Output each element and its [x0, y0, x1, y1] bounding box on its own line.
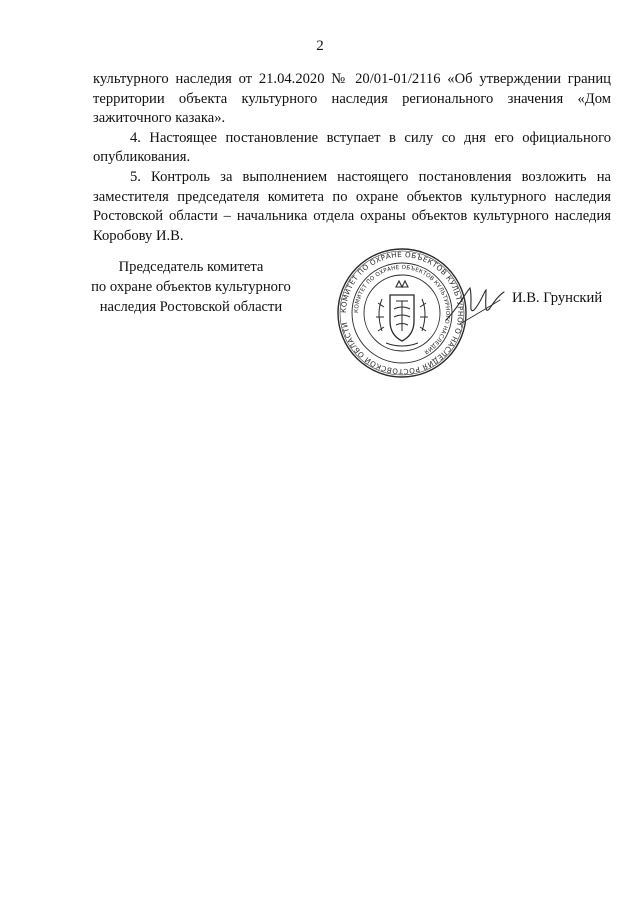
- signatory-name: И.В. Грунский: [512, 290, 603, 306]
- paragraph-item-4: 4. Настоящее постановление вступает в силу со дня его официального опубликования.: [93, 129, 611, 166]
- seal-outer-text: КОМИТЕТ ПО ОХРАНЕ ОБЪЕКТОВ КУЛЬТУРНОГО НАСЛЕДИЯ РОСТОВСКОЙ ОБЛАСТИ: [338, 249, 466, 377]
- signatory-position: [72, 257, 310, 317]
- paragraph-continuation: культурного наследия от 21.04.2020 № 20/01-01/2116 «Об утверждении границ территории объекта культурного наследия регионального значения «Дом зажиточного казака».: [93, 71, 611, 127]
- document-body: [93, 70, 611, 246]
- signatory-position-line: наследия Ростовской области: [99, 299, 283, 315]
- handwritten-signature-icon: [440, 270, 510, 340]
- seal-inner-text: КОМИТЕТ ПО ОХРАНЕ ОБЪЕКТОВ КУЛЬТУРНОГО НАСЛЕДИЯ: [353, 264, 451, 355]
- coat-of-arms-icon: [376, 281, 428, 346]
- signatory-position-line: по охране объектов культурного: [91, 279, 291, 295]
- signatory-position-line: Председатель комитета: [118, 259, 264, 275]
- page-number: 2: [316, 38, 324, 54]
- paragraph-item-5: 5. Контроль за выполнением настоящего постановления возложить на заместителя председателя комитета по охране объектов культурного наследия Ростовской области – начальника отдела охраны объектов культурного наследия Коробову И.В.: [93, 168, 611, 244]
